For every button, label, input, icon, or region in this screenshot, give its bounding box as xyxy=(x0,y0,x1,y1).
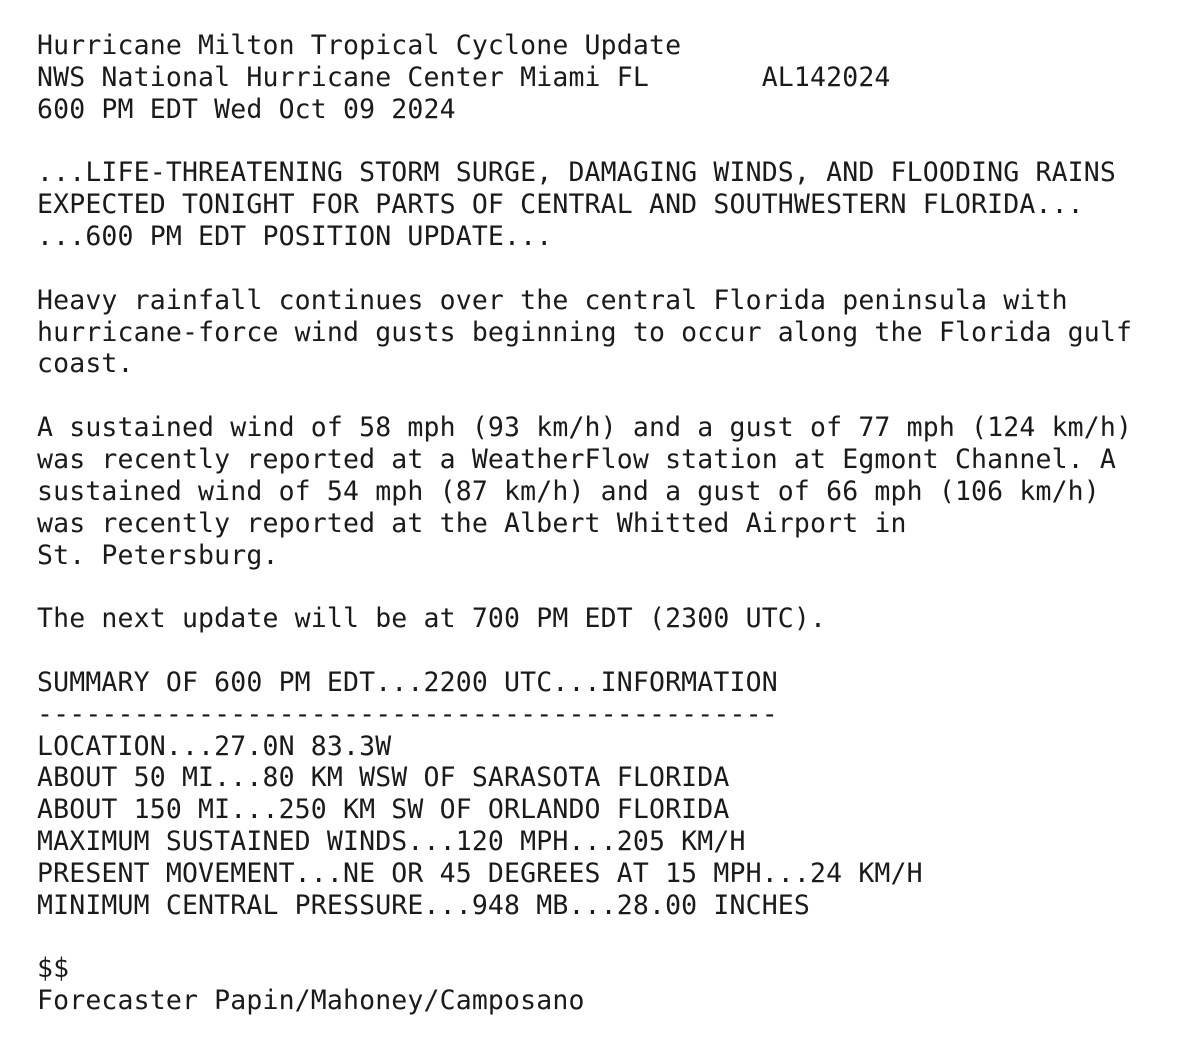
para2-line-3: sustained wind of 54 mph (87 km/h) and a gust of 66 mph (106 km/h) xyxy=(37,475,1100,507)
headline-line-3: ...600 PM EDT POSITION UPDATE... xyxy=(37,221,553,253)
forecaster-line: Forecaster Papin/Mahoney/Camposano xyxy=(37,985,585,1017)
spacer xyxy=(37,253,1187,285)
summary-pressure: MINIMUM CENTRAL PRESSURE...948 MB...28.00 INCHES xyxy=(37,889,811,921)
office-line: NWS National Hurricane Center Miami FL AL142024 xyxy=(37,61,891,93)
headline-line-1: ...LIFE-THREATENING STORM SURGE, DAMAGING WINDS, AND FLOODING RAINS xyxy=(37,157,1116,189)
advisory-document xyxy=(37,30,1187,1017)
para1-line-1: Heavy rainfall continues over the central Florida peninsula with xyxy=(37,284,1068,316)
spacer xyxy=(37,380,1187,412)
spacer xyxy=(37,126,1187,158)
summary-rule: ---------------------------------------------- xyxy=(37,698,778,730)
para1-line-2: hurricane-force wind gusts beginning to occur along the Florida gulf xyxy=(37,316,1133,348)
issued-time: 600 PM EDT Wed Oct 09 2024 xyxy=(37,93,456,125)
spacer xyxy=(37,635,1187,667)
summary-movement: PRESENT MOVEMENT...NE OR 45 DEGREES AT 15 MPH...24 KM/H xyxy=(37,857,923,889)
advisory-title: Hurricane Milton Tropical Cyclone Update xyxy=(37,30,682,61)
summary-winds: MAXIMUM SUSTAINED WINDS...120 MPH...205 KM/H xyxy=(37,826,746,858)
para2-line-4: was recently reported at the Albert Whitted Airport in xyxy=(37,507,907,539)
summary-location: LOCATION...27.0N 83.3W xyxy=(37,730,392,762)
spacer xyxy=(37,922,1187,954)
para2-line-1: A sustained wind of 58 mph (93 km/h) and a gust of 77 mph (124 km/h) xyxy=(37,412,1133,444)
summary-heading: SUMMARY OF 600 PM EDT...2200 UTC...INFORMATION xyxy=(37,666,778,698)
para1-line-3: coast. xyxy=(37,348,134,380)
terminator: $$ xyxy=(37,953,70,985)
headline-line-2: EXPECTED TONIGHT FOR PARTS OF CENTRAL AND SOUTHWESTERN FLORIDA... xyxy=(37,189,1084,221)
summary-sarasota: ABOUT 50 MI...80 KM WSW OF SARASOTA FLORIDA xyxy=(37,762,730,794)
summary-orlando: ABOUT 150 MI...250 KM SW OF ORLANDO FLORIDA xyxy=(37,794,730,826)
next-update-line: The next update will be at 700 PM EDT (2300 UTC). xyxy=(37,603,827,635)
para2-line-2: was recently reported at a WeatherFlow station at Egmont Channel. A xyxy=(37,443,1116,475)
para2-line-5: St. Petersburg. xyxy=(37,539,279,571)
spacer xyxy=(37,571,1187,603)
